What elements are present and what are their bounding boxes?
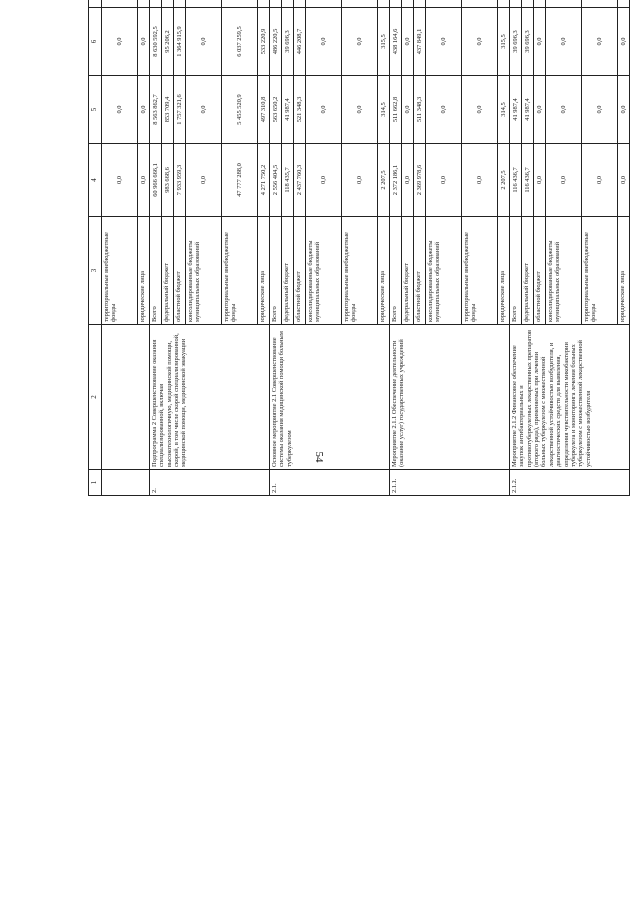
value-cell: [426, 0, 462, 8]
value-cell: 0,0: [534, 144, 546, 217]
number-cell: [102, 470, 150, 496]
section-number: 2.1.2.: [510, 470, 630, 496]
header-cell: 1: [89, 470, 102, 496]
source-cell: территориальные внебюджетные фонды: [342, 217, 378, 325]
value-cell: 2 207,5: [378, 144, 390, 217]
value-cell: 0,0: [582, 76, 618, 144]
source-cell: юридические лица: [618, 217, 630, 325]
value-cell: 0,0: [186, 8, 222, 76]
header-cell: 5: [89, 76, 102, 144]
source-cell: Всего: [270, 217, 282, 325]
value-cell: 39 696,3: [510, 8, 522, 76]
value-cell: [282, 0, 294, 8]
value-cell: 314,5: [378, 76, 390, 144]
table-row: [270, 0, 282, 496]
value-cell: 0,0: [462, 76, 498, 144]
value-cell: 2 556 404,5: [270, 144, 282, 217]
header-cell: [89, 0, 102, 8]
table-row: [390, 0, 402, 496]
value-cell: 0,0: [342, 76, 378, 144]
value-cell: [306, 0, 342, 8]
value-cell: 853 709,4: [162, 76, 174, 144]
value-cell: 0,0: [186, 76, 222, 144]
value-cell: 0,0: [102, 8, 138, 76]
section-number: 2.1.1.: [390, 470, 510, 496]
value-cell: 0,0: [138, 76, 150, 144]
value-cell: 0,0: [426, 144, 462, 217]
header-cell: 2: [89, 325, 102, 470]
title-cell: [102, 325, 150, 470]
value-cell: 0,0: [582, 144, 618, 217]
value-cell: 0,0: [186, 144, 222, 217]
source-cell: областной бюджет: [294, 217, 306, 325]
value-cell: 486 220,5: [270, 8, 282, 76]
value-cell: 0,0: [102, 76, 138, 144]
value-cell: 0,0: [546, 76, 582, 144]
value-cell: 39 696,3: [282, 8, 294, 76]
header-cell: 6: [89, 8, 102, 76]
value-cell: [138, 0, 150, 8]
value-cell: 1 364 915,9: [174, 8, 186, 76]
source-cell: федеральный бюджет: [162, 217, 174, 325]
value-cell: 0,0: [306, 76, 342, 144]
header-cell: 3: [89, 217, 102, 325]
value-cell: [162, 0, 174, 8]
value-cell: 0,0: [138, 144, 150, 217]
value-cell: [498, 0, 510, 8]
value-cell: 315,5: [378, 8, 390, 76]
source-cell: областной бюджет: [414, 217, 426, 325]
section-title: Мероприятие 2.1.2 Финансовое обеспечение закупок антибактериальных и противотуберкулезных лекарственных препаратов (второго ряда), применяемых при лечении больных туберкулезом с множественной лекарственной устойчивостью возбудителя, и диагностических средств для выявления, определения чувствительности микобактерии туберкулеза и мониторинга лечения больных туберкулезом с множественной лекарственной устойчивостью возбудителя: [510, 325, 630, 470]
value-cell: 437 849,1: [414, 8, 426, 76]
source-cell: консолидированные бюджеты муниципальных образований: [546, 217, 582, 325]
value-cell: [174, 0, 186, 8]
value-cell: 0,0: [618, 144, 630, 217]
budget-table: [88, 0, 630, 496]
value-cell: 118 435,7: [282, 144, 294, 217]
source-cell: территориальные внебюджетные фонды: [102, 217, 138, 325]
value-cell: 8 563 862,7: [150, 76, 162, 144]
value-cell: 521 348,3: [294, 76, 306, 144]
value-cell: 0,0: [426, 76, 462, 144]
section-number: 2.: [150, 470, 270, 496]
section-title: Мероприятие 2.1.1 Обеспечение деятельности (оказание услуг) государственных учреждений: [390, 325, 510, 470]
source-cell: областной бюджет: [174, 217, 186, 325]
header-row: [89, 0, 102, 496]
value-cell: 0,0: [618, 76, 630, 144]
value-cell: [510, 0, 522, 8]
value-cell: 0,0: [342, 144, 378, 217]
source-cell: консолидированные бюджеты муниципальных образований: [186, 217, 222, 325]
value-cell: 511 348,3: [414, 76, 426, 144]
value-cell: 116 436,7: [522, 144, 534, 217]
value-cell: 1 757 321,6: [174, 76, 186, 144]
value-cell: 0,0: [426, 8, 462, 76]
source-cell: юридические лица: [498, 217, 510, 325]
value-cell: [390, 0, 402, 8]
value-cell: [534, 0, 546, 8]
value-cell: 0,0: [306, 8, 342, 76]
source-cell: федеральный бюджет: [522, 217, 534, 325]
source-cell: областной бюджет: [534, 217, 546, 325]
value-cell: [402, 0, 414, 8]
header-cell: 4: [89, 144, 102, 217]
value-cell: 563 650,2: [270, 76, 282, 144]
value-cell: 983 668,6: [162, 144, 174, 217]
value-cell: 95 206,2: [162, 8, 174, 76]
page-number: 54: [313, 451, 325, 463]
value-cell: 6 037 259,5: [222, 8, 258, 76]
value-cell: 0,0: [618, 8, 630, 76]
value-cell: 0,0: [102, 144, 138, 217]
section-title: Основное мероприятие 2.1 Совершенствование системы оказания медицинской помощи больным туберкулезом: [270, 325, 390, 470]
value-cell: [522, 0, 534, 8]
value-cell: 41 987,4: [510, 76, 522, 144]
value-cell: 0,0: [534, 76, 546, 144]
section-number: 2.1.: [270, 470, 390, 496]
source-cell: федеральный бюджет: [282, 217, 294, 325]
value-cell: 314,5: [498, 76, 510, 144]
table-row: [510, 0, 522, 496]
value-cell: 2 437 760,3: [294, 144, 306, 217]
table-row: [102, 0, 138, 496]
value-cell: [582, 0, 618, 8]
value-cell: 39 696,3: [522, 8, 534, 76]
value-cell: [618, 0, 630, 8]
source-cell: Всего: [150, 217, 162, 325]
value-cell: 2 372 186,1: [390, 144, 402, 217]
value-cell: 8 630 592,5: [150, 8, 162, 76]
value-cell: 5 455 520,9: [222, 76, 258, 144]
value-cell: 438 164,6: [390, 8, 402, 76]
value-cell: 41 987,4: [522, 76, 534, 144]
value-cell: 0,0: [534, 8, 546, 76]
value-cell: 0,0: [402, 144, 414, 217]
value-cell: 60 966 666,1: [150, 144, 162, 217]
value-cell: [102, 0, 138, 8]
value-cell: [294, 0, 306, 8]
section-title: Подпрограмма 2 Совершенствование оказания специализированной, включая высокотехнологичную, медицинской помощи, скорой, в том числе скорой специализированной, медицинской помощи, медицинской эвакуации: [150, 325, 270, 470]
rotated-page: [88, 26, 627, 879]
source-cell: юридические лица: [258, 217, 270, 325]
value-cell: [150, 0, 162, 8]
value-cell: 497 310,8: [258, 76, 270, 144]
value-cell: [186, 0, 222, 8]
value-cell: [270, 0, 282, 8]
value-cell: [414, 0, 426, 8]
value-cell: 0,0: [402, 8, 414, 76]
value-cell: [546, 0, 582, 8]
value-cell: 0,0: [546, 144, 582, 217]
source-cell: территориальные внебюджетные фонды: [222, 217, 258, 325]
value-cell: 0,0: [462, 144, 498, 217]
value-cell: 533 220,9: [258, 8, 270, 76]
source-cell: территориальные внебюджетные фонды: [582, 217, 618, 325]
source-cell: федеральный бюджет: [402, 217, 414, 325]
source-cell: юридические лица: [138, 217, 150, 325]
value-cell: 446 208,7: [294, 8, 306, 76]
value-cell: 2 369 978,6: [414, 144, 426, 217]
value-cell: 0,0: [582, 8, 618, 76]
value-cell: 116 436,7: [510, 144, 522, 217]
value-cell: 41 987,4: [282, 76, 294, 144]
table-container: [88, 0, 627, 496]
value-cell: [342, 0, 378, 8]
value-cell: 0,0: [546, 8, 582, 76]
value-cell: [378, 0, 390, 8]
value-cell: 0,0: [306, 144, 342, 217]
value-cell: 511 662,8: [390, 76, 402, 144]
value-cell: 0,0: [402, 76, 414, 144]
value-cell: [258, 0, 270, 8]
value-cell: 2 207,5: [498, 144, 510, 217]
value-cell: 0,0: [138, 8, 150, 76]
source-cell: консолидированные бюджеты муниципальных образований: [426, 217, 462, 325]
value-cell: [222, 0, 258, 8]
source-cell: территориальные внебюджетные фонды: [462, 217, 498, 325]
value-cell: 4 271 750,2: [258, 144, 270, 217]
value-cell: 315,5: [498, 8, 510, 76]
value-cell: 0,0: [462, 8, 498, 76]
value-cell: 0,0: [342, 8, 378, 76]
source-cell: юридические лица: [378, 217, 390, 325]
table-row: [150, 0, 162, 496]
source-cell: Всего: [510, 217, 522, 325]
source-cell: консолидированные бюджеты муниципальных образований: [306, 217, 342, 325]
value-cell: 7 933 959,3: [174, 144, 186, 217]
value-cell: [462, 0, 498, 8]
source-cell: Всего: [390, 217, 402, 325]
value-cell: 47 777 288,0: [222, 144, 258, 217]
